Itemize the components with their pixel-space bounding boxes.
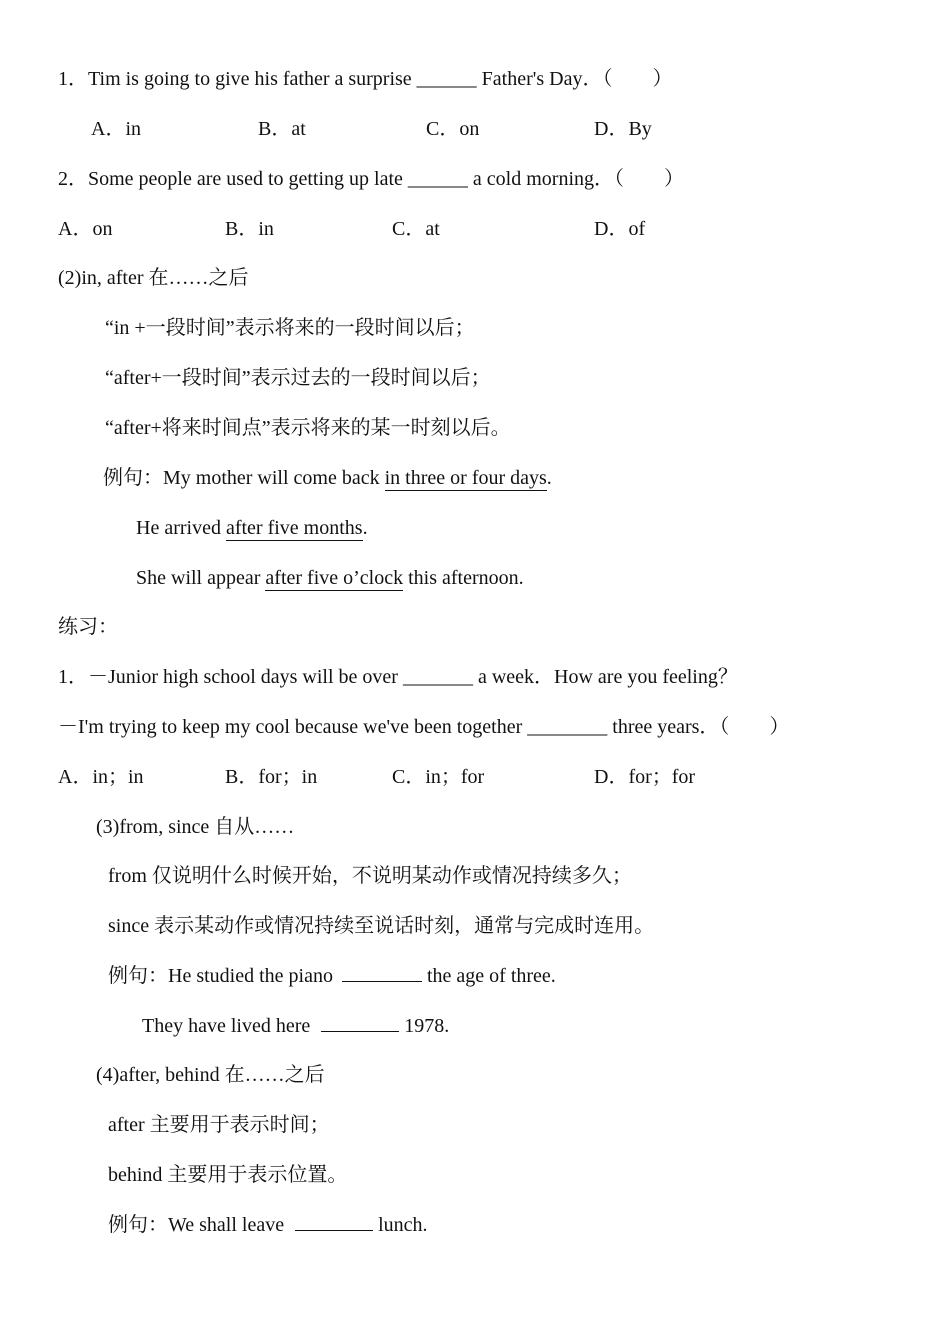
section-4-example-1 <box>108 1212 428 1238</box>
q1-option-c: C．on <box>426 118 480 140</box>
practice-q1-line-1: 1．－Junior high school days will be over _______ a week．How are you feeling？ <box>58 666 738 688</box>
section-2-example-1 <box>103 465 552 491</box>
question-1-stem: 1．Tim is going to give his father a surprise ______ Father's Day．（ ） <box>58 68 673 90</box>
example-punct: . <box>362 517 368 539</box>
section-3-rule-2: since 表示某动作或情况持续至说话时刻，通常与完成时连用。 <box>108 915 655 937</box>
example-text: They have lived here <box>142 1015 316 1037</box>
section-2-heading: (2)in, after 在……之后 <box>58 267 249 289</box>
section-3-rule-1: from 仅说明什么时候开始，不说明某动作或情况持续多久； <box>108 865 632 887</box>
q2-option-a: A．on <box>58 218 113 240</box>
q1-option-d: D．By <box>594 118 652 140</box>
q2-option-c: C．at <box>392 218 440 240</box>
q2-option-b: B．in <box>225 218 274 240</box>
underlined-phrase: after five months <box>225 517 363 539</box>
fill-blank <box>295 1212 373 1231</box>
practice-option-c: C．in；for <box>392 766 485 788</box>
section-2-rule-2: “after+一段时间”表示过去的一段时间以后； <box>105 367 491 389</box>
section-3-example-1 <box>108 963 556 989</box>
section-2-example-3 <box>136 565 524 591</box>
section-4-rule-2: behind 主要用于表示位置。 <box>108 1164 348 1186</box>
example-text: 例句：My mother will come back <box>103 467 385 489</box>
section-2-rule-3: “after+将来时间点”表示将来的某一时刻以后。 <box>105 417 511 439</box>
q1-option-b: B．at <box>258 118 306 140</box>
underlined-phrase: in three or four days <box>384 467 547 489</box>
section-4-heading: (4)after, behind 在……之后 <box>96 1064 325 1086</box>
practice-option-d: D．for；for <box>594 766 696 788</box>
practice-option-a: A．in；in <box>58 766 144 788</box>
underlined-phrase: after five o’clock <box>265 567 404 589</box>
example-text: 例句：We shall leave <box>108 1214 290 1236</box>
fill-blank <box>321 1013 399 1032</box>
section-2-example-2 <box>136 515 368 541</box>
practice-label: 练习： <box>58 616 118 638</box>
q1-option-a: A．in <box>91 118 141 140</box>
example-rest: lunch. <box>373 1214 428 1236</box>
example-text: He arrived <box>136 517 226 539</box>
question-2-stem: 2．Some people are used to getting up late ______ a cold morning．（ ） <box>58 168 684 190</box>
section-3-heading: (3)from, since 自从…… <box>96 816 295 838</box>
q2-option-d: D．of <box>594 218 646 240</box>
practice-option-b: B．for；in <box>225 766 318 788</box>
practice-q1-line-2: －I'm trying to keep my cool because we've been together ________ three years．（ ） <box>58 716 790 738</box>
example-text: She will appear <box>136 567 266 589</box>
section-3-example-2 <box>142 1013 449 1039</box>
fill-blank <box>342 963 422 982</box>
example-text: 例句：He studied the piano <box>108 965 338 987</box>
section-4-rule-1: after 主要用于表示时间； <box>108 1114 330 1136</box>
section-2-rule-1: “in +一段时间”表示将来的一段时间以后； <box>105 317 475 339</box>
example-rest: this afternoon. <box>403 567 524 589</box>
example-rest: the age of three. <box>421 965 556 987</box>
example-rest: 1978. <box>399 1015 450 1037</box>
example-punct: . <box>546 467 552 489</box>
